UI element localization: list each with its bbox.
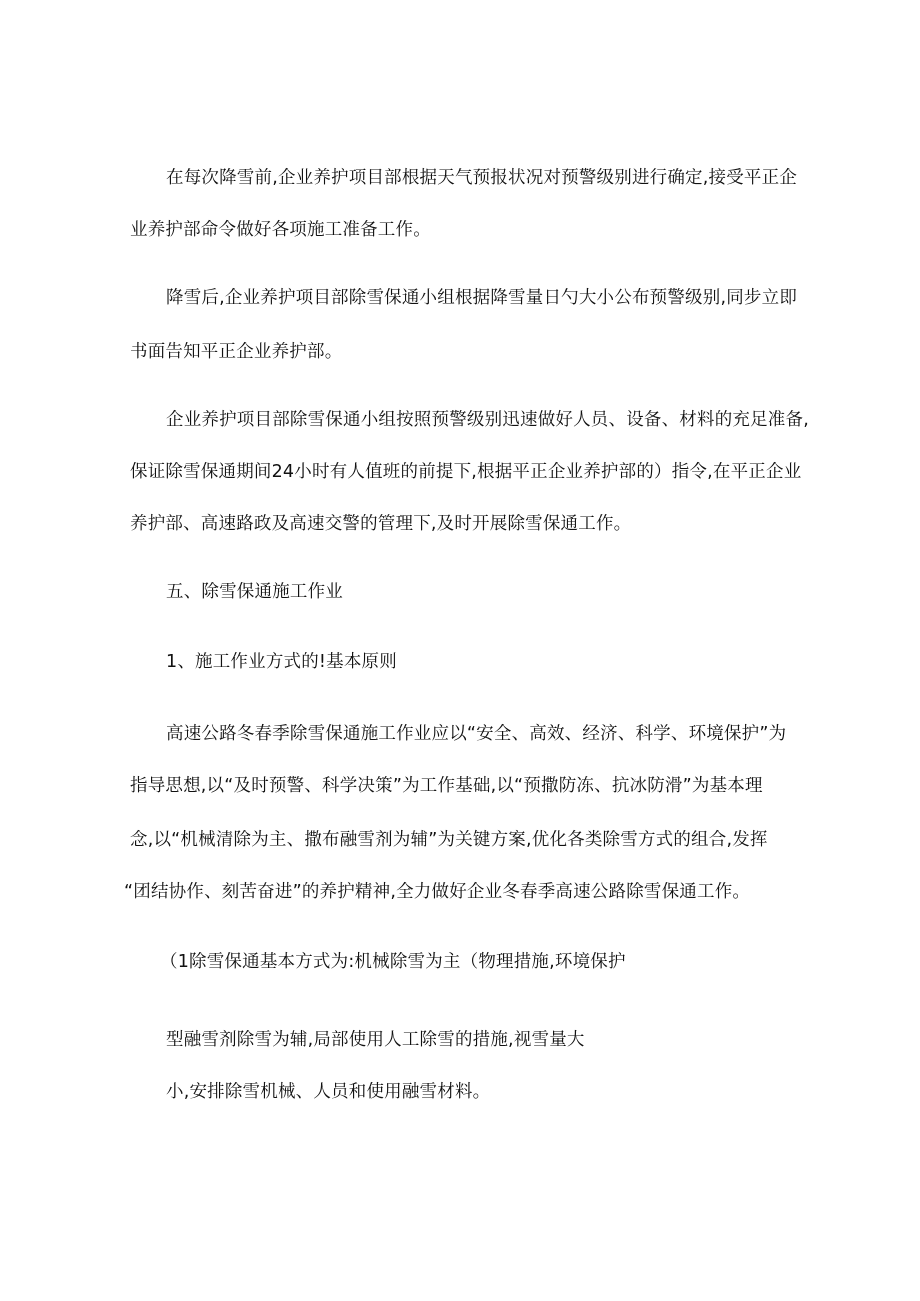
paragraph-4-line-2: 指导思想,以“及时预警、科学决策”为工作基础,以“预撒防冻、抗冰防滑”为基本理: [130, 776, 763, 796]
paragraph-4-line-3: 念,以“机械清除为主、撒布融雪剂为辅”为关键方案,优化各类除雪方式的组合,发挥: [130, 830, 768, 850]
paragraph-1-line-1: 在每次降雪前,企业养护项目部根据天气预报状况对预警级别进行确定,接受平正企: [166, 168, 798, 188]
paragraph-4-line-1: 高速公路冬春季除雪保通施工作业应以“安全、高效、经济、科学、环境保护”为: [166, 724, 787, 744]
paragraph-3-line-1: 企业养护项目部除雪保通小组按照预警级别迅速做好人员、设备、材料的充足准备,: [166, 410, 809, 430]
section-heading-5: 五、除雪保通施工作业: [166, 582, 343, 602]
paragraph-1-line-2: 业养护部命令做好各项施工准备工作。: [130, 220, 431, 240]
paragraph-5-line-1: （1除雪保通基本方式为:机械除雪为主（物理措施,环境保护: [160, 952, 626, 972]
paragraph-5-line-3: 小,安排除雪机械、人员和使用融雪材料。: [166, 1082, 491, 1102]
paragraph-3-line-3: 养护部、高速路政及高速交警的管理下,及时开展除雪保通工作。: [130, 514, 632, 534]
paragraph-2-line-2: 书面告知平正企业养护部。: [130, 342, 343, 362]
paragraph-2-line-1: 降雪后,企业养护项目部除雪保通小组根据降雪量日勺大小公布预警级别,同步立即: [166, 288, 798, 308]
subheading-1: 1、施工作业方式的!基本原则: [166, 652, 397, 672]
paragraph-4-line-4: “团结协作、刻苦奋进”的养护精神,全力做好企业冬春季高速公路除雪保通工作。: [124, 882, 751, 902]
paragraph-5-line-2: 型融雪剂除雪为辅,局部使用人工除雪的措施,视雪量大: [166, 1030, 585, 1050]
paragraph-3-line-2: 保证除雪保通期间24小时有人值班的前提下,根据平正企业养护部的）指令,在平正企业: [130, 462, 802, 482]
